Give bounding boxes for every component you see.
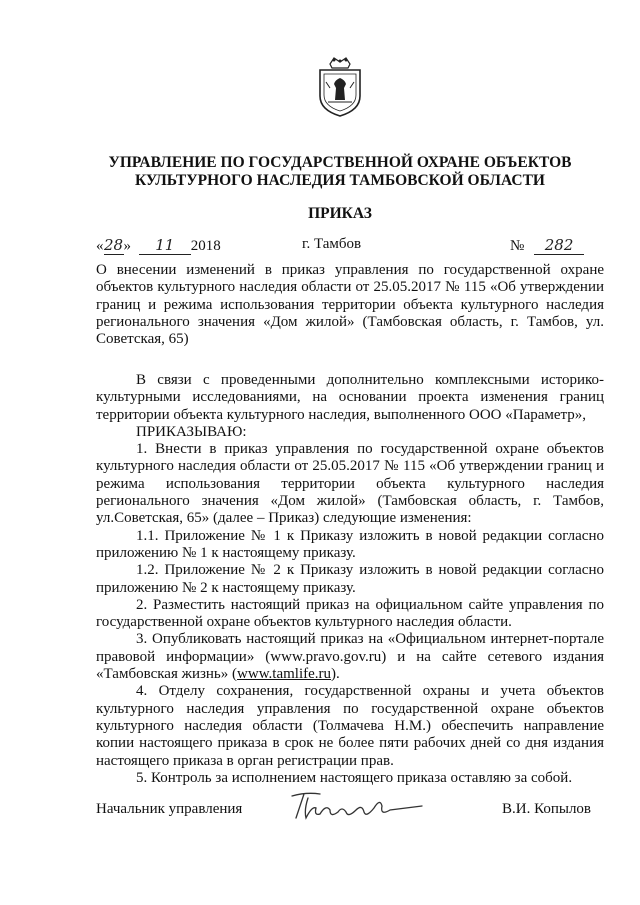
agency-name-line-1: УПРАВЛЕНИЕ ПО ГОСУДАРСТВЕННОЙ ОХРАНЕ ОБЪЕКТОВ [108, 154, 572, 171]
item-1-2: 1.2. Приложение № 2 к Приказу изложить в новой редакции согласно приложению № 2 к настоящему приказу. [96, 562, 604, 596]
item-3-end: ). [331, 666, 340, 683]
number-label: № [510, 238, 525, 254]
preamble-paragraph: В связи с проведенными дополнительно комплексными историко-культурными исследованиями, на основании проекта изменения границ территории объекта культурного наследия, выполненного ООО «Параметр», [96, 372, 604, 423]
decree-word: ПРИКАЗЫВАЮ: [136, 423, 247, 440]
item-1-1: 1.1. Приложение № 1 к Приказу изложить в новой редакции согласно приложению № 1 к настоящему приказу. [96, 527, 604, 561]
tamlife-link[interactable]: www.tamlife.ru [237, 666, 332, 683]
date-field [96, 236, 221, 255]
item-3-text: 3. Опубликовать настоящий приказ на «Официальном интернет-портале правовой информации» (www.pravo.gov.ru) и на сайте сетевого издания «Тамбовская жизнь» ( [96, 631, 604, 683]
document-title: ПРИКАЗ [308, 205, 372, 222]
order-number [510, 236, 584, 255]
date-close-quote: » [123, 238, 131, 254]
date-line [96, 236, 604, 256]
date-month: 11 [139, 236, 191, 255]
agency-name-line-2: КУЛЬТУРНОГО НАСЛЕДИЯ ТАМБОВСКОЙ ОБЛАСТИ [135, 172, 545, 189]
signatory-name: В.И. Копылов [502, 801, 592, 817]
order-body [96, 372, 604, 787]
item-4: 4. Отделу сохранения, государственной охраны и учета объектов культурного наследия управления по государственной охране объектов культурного наследия области (Толмачева Н.М.) обеспечить направление копии настоящего приказа в срок не более пяти рабочих дней со дня издания настоящего приказа в орган регистрации прав. [96, 683, 604, 769]
number-value: 282 [534, 236, 584, 255]
item-1: 1. Внести в приказ управления по государственной охране объектов культурного наследия области от 25.05.2017 № 115 «Об утверждении границ и режима использования территории объекта культурного наследия регионального значения «Дом жилой» (Тамбовская область, г. Тамбов, ул.Советская, 65» (далее – Приказ) следующие изменения: [96, 441, 604, 527]
item-5: 5. Контроль за исполнением настоящего приказа оставляю за собой. [136, 769, 573, 786]
item-2: 2. Разместить настоящий приказ на официальном сайте управления по государственной охране объектов культурного наследия области. [96, 596, 604, 631]
date-open-quote: « [96, 238, 104, 254]
handwritten-signature [286, 788, 426, 822]
signatory-position: Начальник управления [96, 801, 243, 817]
item-3 [96, 631, 604, 683]
city-label: г. Тамбов [302, 236, 362, 252]
date-day: 28 [103, 236, 124, 254]
coat-of-arms-emblem [316, 54, 364, 118]
order-subject: О внесении изменений в приказ управления по государственной охране объектов культурного наследия области от 25.05.2017 № 115 «Об утверждении границ и режима использования территории объекта культурного наследия регионального значения «Дом жилой» (Тамбовская область, г. Тамбов, ул. Советская, 65) [96, 262, 604, 348]
date-year: 2018 [190, 238, 221, 254]
